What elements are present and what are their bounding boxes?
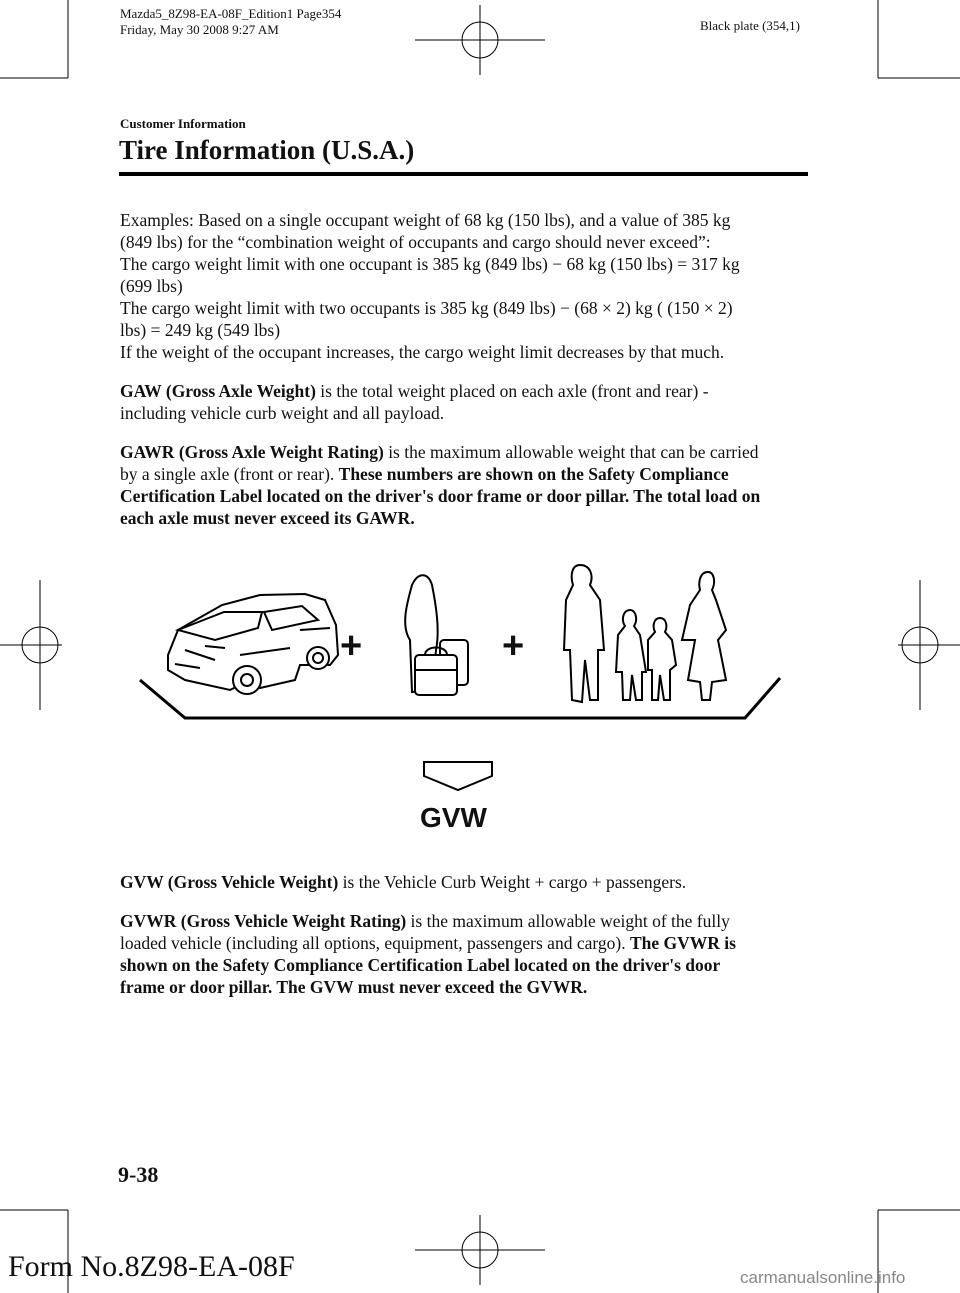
gvwr-paragraph bbox=[120, 910, 820, 998]
gvwr-term: GVWR (Gross Vehicle Weight Rating) bbox=[120, 911, 407, 931]
gvw-label: GVW bbox=[420, 802, 487, 833]
examples-line: If the weight of the occupant increases, the cargo weight limit decreases by that much. bbox=[120, 342, 725, 362]
gaw-term: GAW (Gross Axle Weight) bbox=[120, 381, 316, 401]
gvwr-warning: frame or door pillar. The GVW must never exceed the GVWR. bbox=[120, 977, 588, 997]
form-number: Form No.8Z98-EA-08F bbox=[8, 1250, 295, 1283]
examples-line: (699 lbs) bbox=[120, 276, 183, 296]
gawr-warning: each axle must never exceed its GAWR. bbox=[120, 508, 415, 528]
car-illustration bbox=[168, 594, 338, 694]
gvwr-text: is the maximum allowable weight of the fully bbox=[406, 911, 730, 931]
gvw-text: is the Vehicle Curb Weight + cargo + passengers. bbox=[338, 872, 687, 892]
section-name: Customer Information bbox=[120, 116, 246, 131]
examples-line: The cargo weight limit with one occupant is 385 kg (849 lbs) − 68 kg (150 lbs) = 317 kg bbox=[120, 254, 740, 274]
gawr-text: is the maximum allowable weight that can be carried bbox=[383, 442, 759, 462]
file-info-line2: Friday, May 30 2008 9:27 AM bbox=[120, 22, 279, 37]
family-illustration bbox=[564, 565, 726, 702]
plus-sign: + bbox=[502, 625, 525, 667]
luggage-illustration bbox=[405, 575, 468, 695]
file-info-line1: Mazda5_8Z98-EA-08F_Edition1 Page354 bbox=[120, 6, 342, 21]
examples-line: The cargo weight limit with two occupants is 385 kg (849 lbs) − (68 × 2) kg ( (150 × 2) bbox=[120, 298, 733, 318]
page-number: 9-38 bbox=[118, 1162, 159, 1187]
gvwr-warning: shown on the Safety Compliance Certification Label located on the driver's door bbox=[120, 955, 721, 975]
gaw-text: is the total weight placed on each axle (front and rear) - bbox=[315, 381, 709, 401]
site-watermark: carmanualsonline.info bbox=[740, 1268, 906, 1287]
gawr-text: by a single axle (front or rear). bbox=[120, 464, 339, 484]
gawr-warning: Certification Label located on the driver's door frame or door pillar. The total load on bbox=[120, 486, 761, 506]
gvwr-text: loaded vehicle (including all options, equipment, passengers and cargo). bbox=[120, 933, 630, 953]
plus-sign: + bbox=[340, 625, 363, 667]
plate-info: Black plate (354,1) bbox=[700, 18, 800, 33]
gvw-paragraph bbox=[120, 871, 820, 893]
gvwr-warning: The GVWR is bbox=[629, 933, 736, 953]
gaw-text: including vehicle curb weight and all payload. bbox=[120, 403, 445, 423]
gawr-term: GAWR (Gross Axle Weight Rating) bbox=[120, 442, 384, 462]
examples-line: (849 lbs) for the “combination weight of occupants and cargo should never exceed”: bbox=[120, 232, 711, 252]
examples-line: Examples: Based on a single occupant weight of 68 kg (150 lbs), and a value of 385 kg bbox=[120, 210, 731, 230]
page-title: Tire Information (U.S.A.) bbox=[119, 135, 415, 165]
gvw-term: GVW (Gross Vehicle Weight) bbox=[120, 872, 339, 892]
down-arrow-icon bbox=[424, 762, 492, 790]
gawr-warning: These numbers are shown on the Safety Compliance bbox=[338, 464, 729, 484]
examples-line: lbs) = 249 kg (549 lbs) bbox=[120, 320, 281, 340]
